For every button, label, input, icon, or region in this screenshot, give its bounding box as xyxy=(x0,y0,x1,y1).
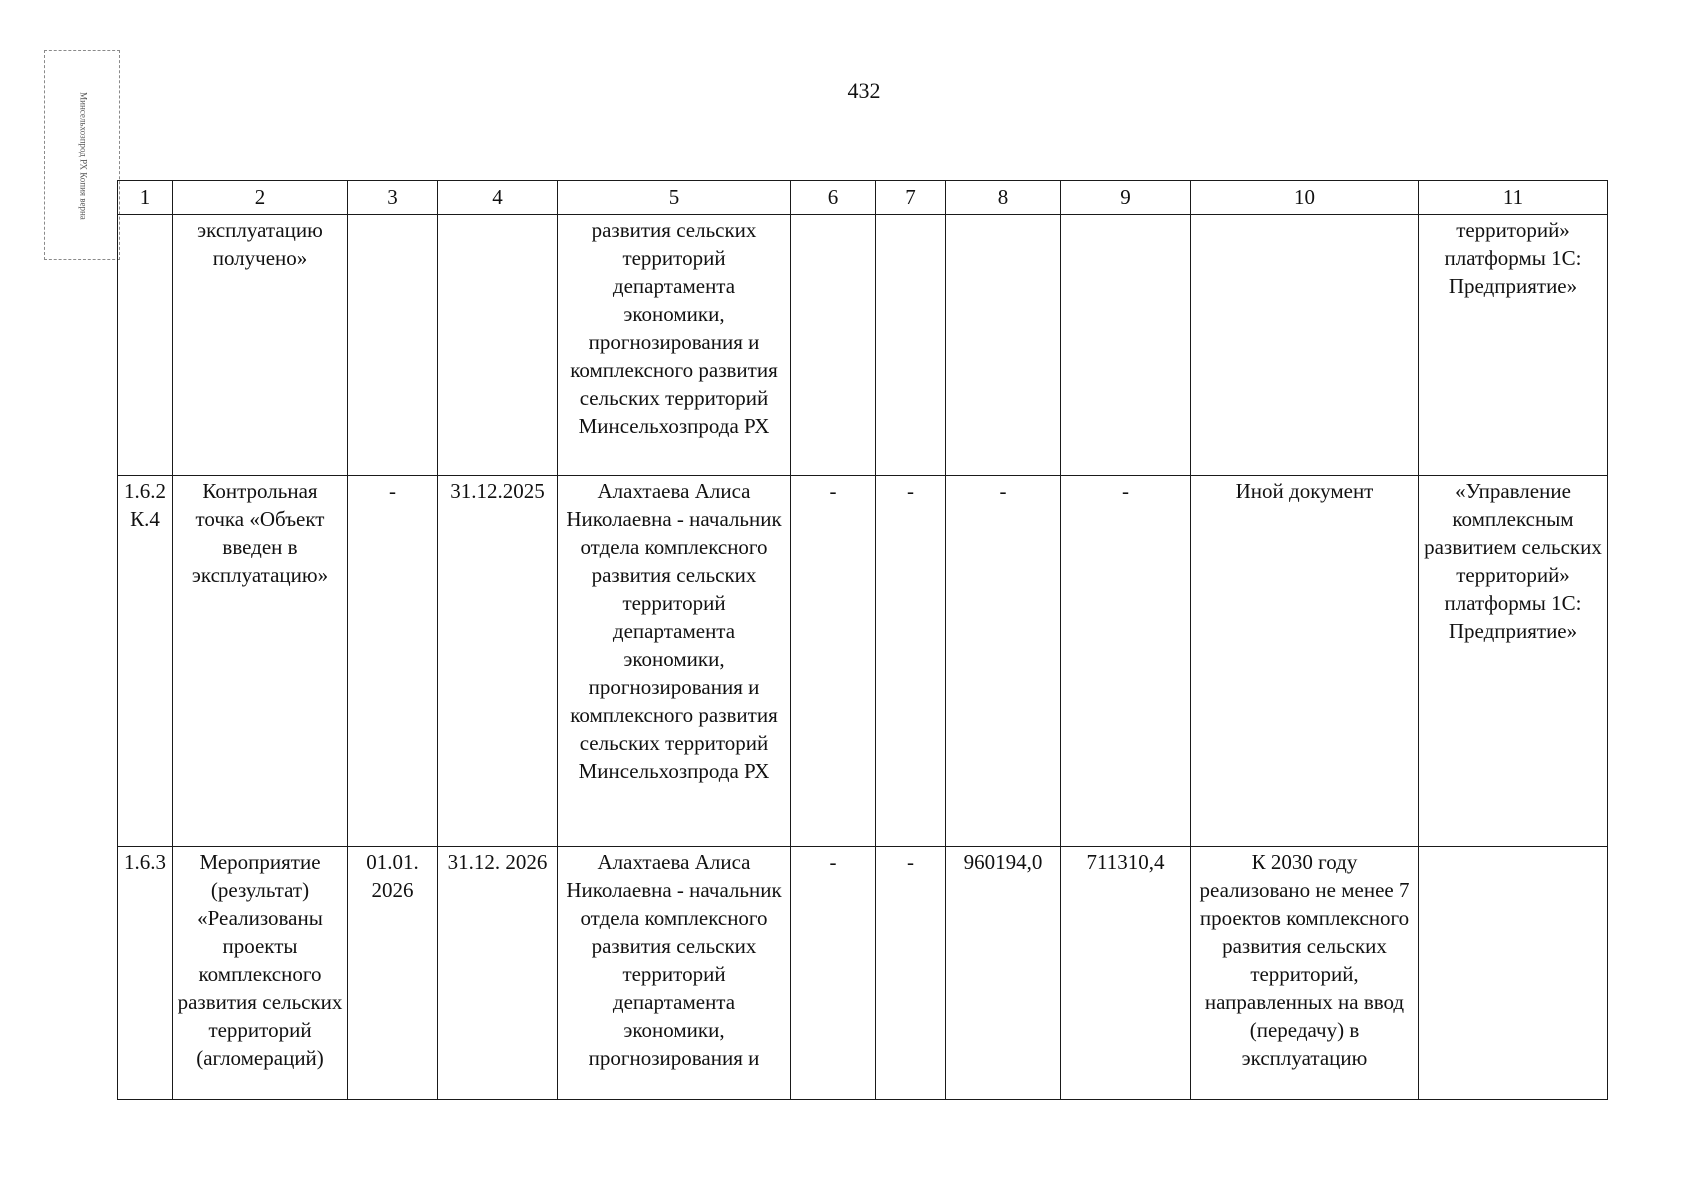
cell-end-date: 31.12.2025 xyxy=(438,476,558,847)
column-header: 2 xyxy=(173,181,348,215)
cell-start-date xyxy=(348,215,438,476)
table-row xyxy=(118,476,1608,847)
cell-col8: 960194,0 xyxy=(946,847,1061,1100)
cell-responsible: Алахтаева Алиса Николаевна - начальник отдела комплексного развития сельских территорий департамента экономики, прогнозирования и xyxy=(558,847,791,1100)
column-header: 9 xyxy=(1061,181,1191,215)
cell-system: территорий» платформы 1С: Предприятие» xyxy=(1419,215,1608,476)
table-row xyxy=(118,847,1608,1100)
cell-col9 xyxy=(1061,215,1191,476)
cell-col7: - xyxy=(876,847,946,1100)
stamp-text: Минсельхозпрод РХ Копия верна xyxy=(78,92,89,220)
cell-system xyxy=(1419,847,1608,1100)
cell-col6: - xyxy=(791,476,876,847)
cell-col9: - xyxy=(1061,476,1191,847)
cell-start-date: 01.01. 2026 xyxy=(348,847,438,1100)
cell-number: 1.6.2 К.4 xyxy=(118,476,173,847)
cell-col8 xyxy=(946,215,1061,476)
cell-end-date: 31.12. 2026 xyxy=(438,847,558,1100)
cell-responsible: Алахтаева Алиса Николаевна - начальник отдела комплексного развития сельских территорий департамента экономики, прогнозирования и комплексного развития сельских территорий Минсельхозпрода РХ xyxy=(558,476,791,847)
page-number: 432 xyxy=(847,78,881,103)
schedule-table xyxy=(117,180,1608,1100)
column-header: 3 xyxy=(348,181,438,215)
cell-number: 1.6.3 xyxy=(118,847,173,1100)
column-header: 8 xyxy=(946,181,1061,215)
cell-col7: - xyxy=(876,476,946,847)
cell-responsible: развития сельских территорий департамента экономики, прогнозирования и комплексного развития сельских территорий Минсельхозпрода РХ xyxy=(558,215,791,476)
cell-col9: 711310,4 xyxy=(1061,847,1191,1100)
cell-start-date: - xyxy=(348,476,438,847)
cell-name: Контрольная точка «Объект введен в эксплуатацию» xyxy=(173,476,348,847)
column-header: 6 xyxy=(791,181,876,215)
cell-result xyxy=(1191,215,1419,476)
column-header: 7 xyxy=(876,181,946,215)
certification-stamp xyxy=(44,50,120,260)
cell-name: эксплуатацию получено» xyxy=(173,215,348,476)
cell-system: «Управление комплексным развитием сельских территорий» платформы 1С: Предприятие» xyxy=(1419,476,1608,847)
table-row xyxy=(118,215,1608,476)
column-header: 11 xyxy=(1419,181,1608,215)
cell-number xyxy=(118,215,173,476)
column-header: 5 xyxy=(558,181,791,215)
cell-col7 xyxy=(876,215,946,476)
cell-name: Мероприятие (результат) «Реализованы проекты комплексного развития сельских территорий (агломераций) xyxy=(173,847,348,1100)
cell-result: Иной документ xyxy=(1191,476,1419,847)
cell-end-date xyxy=(438,215,558,476)
header-row xyxy=(118,181,1608,215)
column-header: 10 xyxy=(1191,181,1419,215)
cell-col6: - xyxy=(791,847,876,1100)
column-header: 4 xyxy=(438,181,558,215)
column-header: 1 xyxy=(118,181,173,215)
cell-result: К 2030 году реализовано не менее 7 проектов комплексного развития сельских территорий, направленных на ввод (передачу) в эксплуатацию xyxy=(1191,847,1419,1100)
cell-col6 xyxy=(791,215,876,476)
cell-col8: - xyxy=(946,476,1061,847)
